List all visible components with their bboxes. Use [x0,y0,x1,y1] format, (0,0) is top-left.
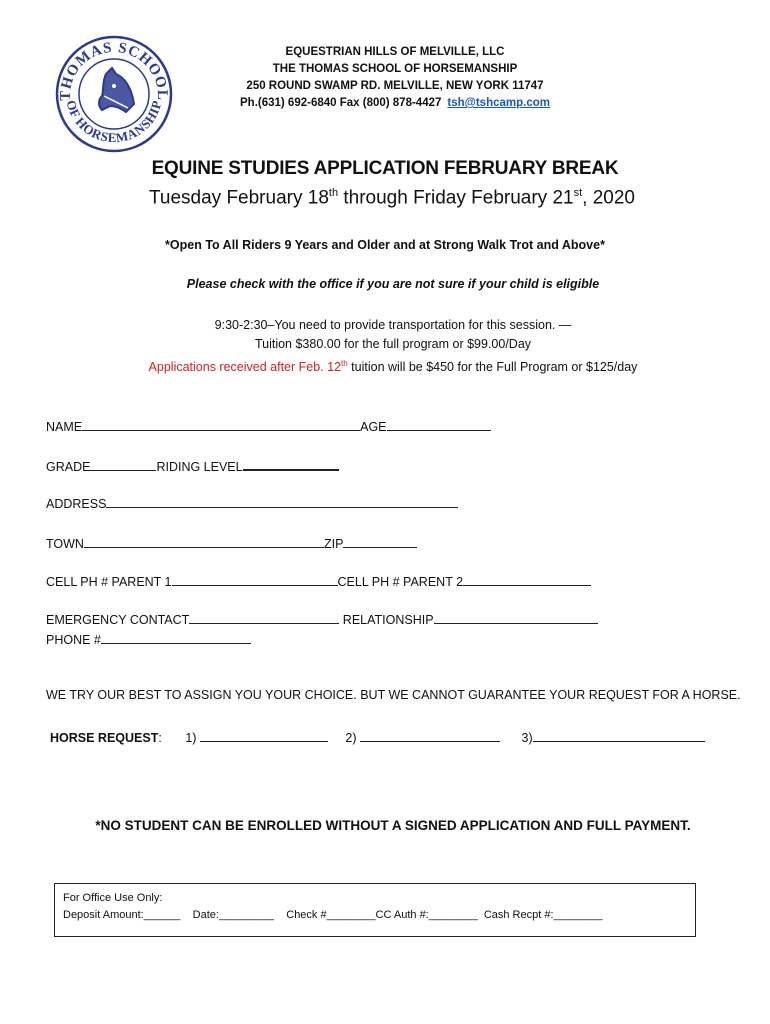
late-fee-note [0,354,770,377]
town-field[interactable] [84,534,324,548]
relationship-field[interactable] [434,610,598,624]
phone-fax: Ph.(631) 692-6840 Fax (800) 878-4427 [240,97,442,109]
row-emergency [46,610,598,627]
dates-year: , 2020 [582,187,635,209]
row-town-zip [46,534,417,551]
school-logo [54,34,174,154]
horse-choice-1-label: 1) [185,731,197,745]
row-name-age [46,417,491,434]
letterhead [190,44,600,112]
dates-sup-2: st [573,187,583,199]
phone-field[interactable] [101,630,251,644]
zip-label: ZIP [323,537,344,551]
horse-head-icon [99,68,134,112]
row-phone [46,630,251,647]
late-fee-sup: th [341,359,348,368]
horse-guarantee-note: WE TRY OUR BEST TO ASSIGN YOU YOUR CHOICE. BUT WE CANNOT GUARANTEE YOUR REQUEST FOR A HORSE. [46,688,741,702]
logo-bottom-text: OF HORSEMANSHIP [63,98,165,146]
eligibility-note: *Open To All Riders 9 Years and Older and at Strong Walk Trot and Above* [165,238,605,252]
office-title: For Office Use Only: [63,892,163,904]
emergency-label: EMERGENCY CONTACT [46,613,190,627]
office-use-box [54,883,696,937]
name-label: NAME [46,420,83,434]
age-field[interactable] [387,417,491,431]
horse-request-colon: : [158,731,162,745]
late-fee-red: Applications received after Feb. 12 [148,360,342,375]
horse-choice-1-field[interactable] [200,728,328,742]
session-dates [0,187,770,209]
horse-choice-3-label: 3) [521,731,533,745]
emergency-field[interactable] [189,610,339,624]
tuition-note: Tuition $380.00 for the full program or $99.00/Day [254,337,532,351]
dates-end: through Friday February 21 [338,187,574,209]
address-line: 250 ROUND SWAMP RD. MELVILLE, NEW YORK 11747 [246,80,544,92]
session-info [0,316,770,377]
zip-field[interactable] [343,534,417,548]
check-office-note: Please check with the office if you are not sure if your child is eligible [186,277,600,291]
cc-auth: CC Auth #:________ [375,909,478,921]
age-label: AGE [360,420,387,434]
deposit-amount: Deposit Amount:______ [63,909,181,921]
riding-level-label: RIDING LEVEL [156,460,243,474]
grade-field[interactable] [90,457,156,471]
page-title: EQUINE STUDIES APPLICATION FEBRUARY BREAK [151,158,619,179]
school-name: THE THOMAS SCHOOL OF HORSEMANSHIP [272,63,518,75]
office-fields [63,907,687,924]
cash-receipt: Cash Recpt #:________ [483,909,603,921]
logo-seal [54,34,174,154]
address-field[interactable] [106,494,458,508]
cell2-label: CELL PH # PARENT 2 [337,575,464,589]
dates-sup-1: th [328,187,339,199]
office-date: Date:_________ [192,909,275,921]
cell1-field[interactable] [172,572,338,586]
time-note: 9:30-2:30–You need to provide transportation for this session. — [214,318,572,332]
late-fee-rest: tuition will be $450 for the Full Program or $125/day [347,360,638,375]
contact-line [190,95,600,112]
horse-choice-2-field[interactable] [360,728,500,742]
cell2-field[interactable] [463,572,591,586]
email-link[interactable]: tsh@tshcamp.com [447,97,550,109]
grade-label: GRADE [46,460,91,474]
company-name: EQUESTRIAN HILLS OF MELVILLE, LLC [285,46,505,58]
name-field[interactable] [82,417,360,431]
riding-level-field[interactable] [243,456,339,471]
horse-choice-3-field[interactable] [533,728,705,742]
cell1-label: CELL PH # PARENT 1 [46,575,172,589]
row-grade-level [46,456,339,474]
address-label: ADDRESS [46,497,107,511]
phone-label: PHONE # [46,633,101,647]
horse-request-label: HORSE REQUEST [50,731,159,745]
horse-request-row [50,728,705,745]
enrollment-warning: *NO STUDENT CAN BE ENROLLED WITHOUT A SIGNED APPLICATION AND FULL PAYMENT. [95,818,691,833]
row-address [46,494,458,511]
horse-choice-2-label: 2) [345,731,357,745]
relationship-label: RELATIONSHIP [342,613,434,627]
check-number: Check #________ [286,909,376,921]
town-label: TOWN [46,537,84,551]
dates-start: Tuesday February 18 [149,187,329,209]
row-cell-phones [46,572,591,589]
logo-top-text: THOMAS SCHOOL [57,39,171,101]
